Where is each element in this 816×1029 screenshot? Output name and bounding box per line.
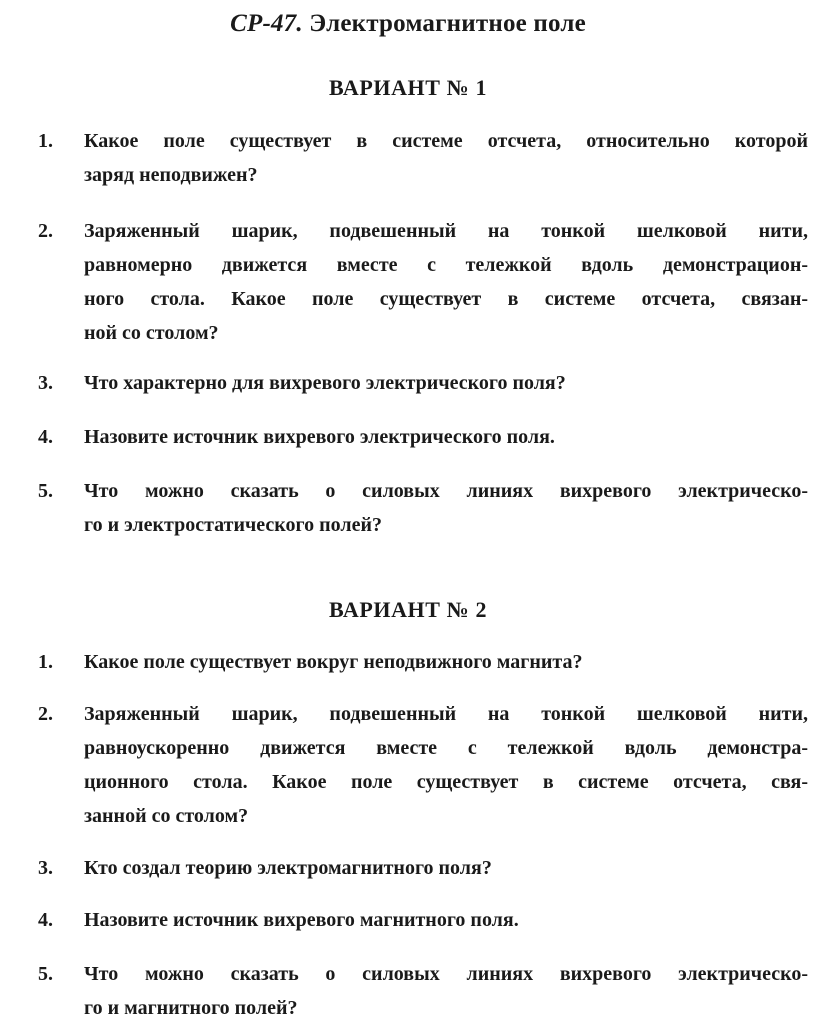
question-line: Что характерно для вихревого электрического поля?	[84, 372, 566, 394]
question-number: 4.	[38, 426, 53, 448]
question-line: Заряженный шарик, подвешенный на тонкой шелковой нити,	[84, 220, 808, 242]
question-number: 3.	[38, 857, 53, 879]
question-line: ного стола. Какое поле существует в системе отсчета, связан-	[84, 288, 808, 310]
question-1-3	[38, 366, 808, 400]
question-line: Назовите источник вихревого электрического поля.	[84, 426, 555, 448]
question-2-1	[38, 645, 808, 679]
question-line: го и магнитного полей?	[84, 997, 298, 1019]
question-number: 5.	[38, 480, 53, 502]
question-2-4	[38, 903, 808, 937]
question-line: заряд неподвижен?	[84, 164, 258, 186]
question-line: Назовите источник вихревого магнитного поля.	[84, 909, 519, 931]
question-line: ционного стола. Какое поле существует в системе отсчета, свя-	[84, 771, 808, 793]
question-1-2	[38, 214, 808, 350]
question-number: 1.	[38, 651, 53, 673]
question-line: равномерно движется вместе с тележкой вдоль демонстрацион-	[84, 254, 808, 276]
question-line: Какое поле существует вокруг неподвижного магнита?	[84, 651, 583, 673]
question-line: го и электростатического полей?	[84, 514, 382, 536]
question-number: 2.	[38, 220, 53, 242]
question-number: 3.	[38, 372, 53, 394]
question-line: занной со столом?	[84, 805, 249, 827]
question-number: 2.	[38, 703, 53, 725]
question-line: равноускоренно движется вместе с тележкой вдоль демонстра-	[84, 737, 808, 759]
variant-1-heading: ВАРИАНТ № 1	[328, 75, 488, 100]
question-1-1	[38, 124, 808, 192]
question-line: Что можно сказать о силовых линиях вихревого электрическо-	[84, 963, 808, 985]
question-line: ной со столом?	[84, 322, 219, 344]
question-line: Какое поле существует в системе отсчета, относительно которой	[84, 130, 808, 152]
question-number: 5.	[38, 963, 53, 985]
question-2-5	[38, 957, 808, 1025]
variant-2-heading: ВАРИАНТ № 2	[328, 597, 488, 622]
question-number: 1.	[38, 130, 53, 152]
page-title	[0, 8, 816, 40]
question-number: 4.	[38, 909, 53, 931]
question-line: Кто создал теорию электромагнитного поля?	[84, 857, 492, 879]
question-2-3	[38, 851, 808, 885]
question-1-4	[38, 420, 808, 454]
question-line: Что можно сказать о силовых линиях вихревого электрическо-	[84, 480, 808, 502]
question-2-2	[38, 697, 808, 833]
question-line: Заряженный шарик, подвешенный на тонкой шелковой нити,	[84, 703, 808, 725]
question-1-5	[38, 474, 808, 542]
title-text: Электромагнитное поле	[302, 10, 586, 37]
title-code: СР-47.	[230, 10, 303, 37]
